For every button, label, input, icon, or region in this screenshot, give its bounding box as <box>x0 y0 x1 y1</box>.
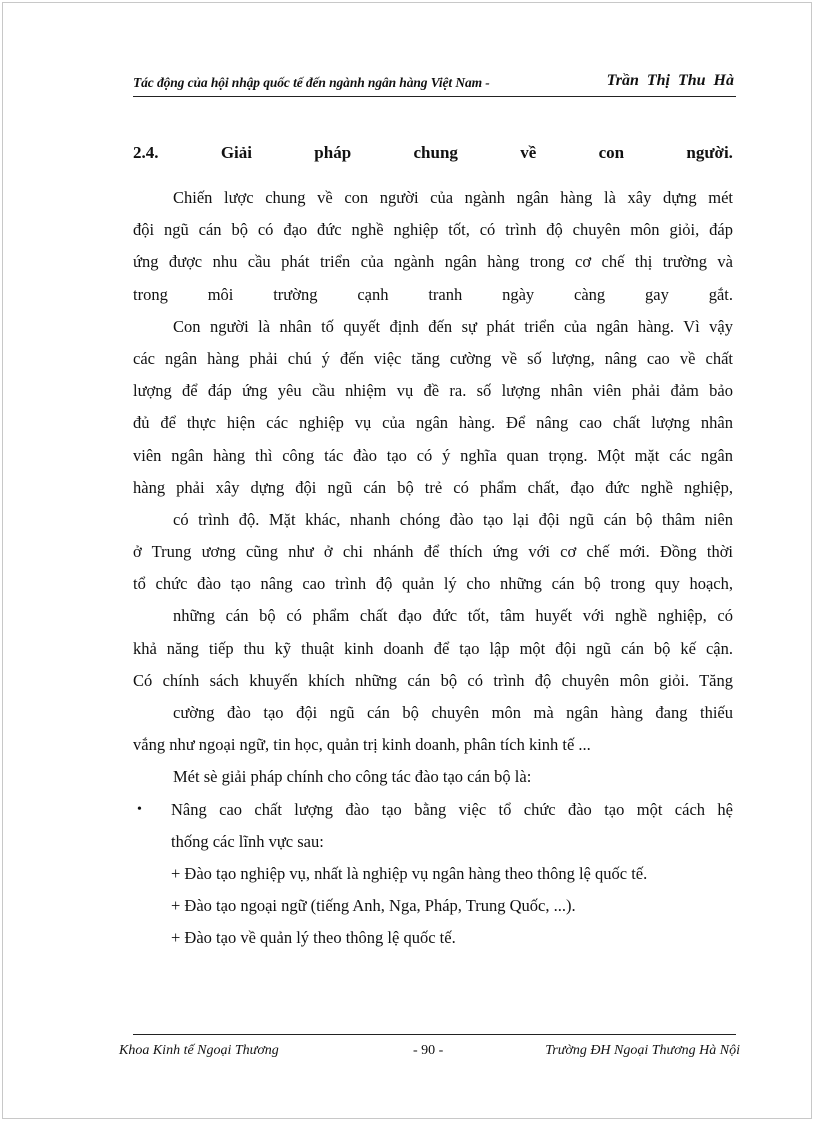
plus-item: + Đào tạo về quản lý theo thông lệ quốc tế. <box>171 928 456 948</box>
paragraph-line: lượng để đáp ứng yêu cầu nhiệm vụ đề ra. số lượng nhân viên phải đảm bảo <box>133 381 733 401</box>
section-heading <box>133 138 733 168</box>
heading-word: Giải <box>220 143 252 162</box>
paragraph-line: hàng phải xây dựng đội ngũ cán bộ trẻ có phẩm chất, đạo đức nghề nghiệp, <box>133 477 733 497</box>
paragraph-line: Chiến lược chung về con người của ngành ngân hàng là xây dựng mét <box>173 188 733 207</box>
paragraph-line: Mét sè giải pháp chính cho công tác đào tạo cán bộ là: <box>173 767 532 787</box>
plus-item: + Đào tạo nghiệp vụ, nhất là nghiệp vụ ngân hàng theo thông lệ quốc tế. <box>171 863 648 883</box>
heading-word: về <box>520 143 537 162</box>
paragraph-line: Có chính sách khuyến khích những cán bộ có trình độ chuyên môn giỏi. Tăng <box>133 670 733 690</box>
bullet-text: Nâng cao chất lượng đào tạo bằng việc tổ chức đào tạo một cách hệ <box>171 799 733 819</box>
paragraph-line: ở Trung ương cũng như ở chi nhánh để thích ứng với cơ chế mới. Đồng thời <box>133 542 733 562</box>
paragraph-line: vắng như ngoại ngữ, tin học, quản trị kinh doanh, phân tích kinh tế ... <box>133 735 591 755</box>
heading-word: con <box>598 143 625 162</box>
bullet-item <box>133 794 733 826</box>
plus-item: + Đào tạo ngoại ngữ (tiếng Anh, Nga, Pháp, Trung Quốc, ...). <box>171 896 576 916</box>
footer-university: Trường ĐH Ngoại Thương Hà Nội <box>545 1043 740 1058</box>
page-number: - 90 - <box>413 1043 444 1058</box>
paragraph-line: cường đào tạo đội ngũ cán bộ chuyên môn mà ngân hàng đang thiếu <box>173 703 733 722</box>
paragraph-line: Con người là nhân tố quyết định đến sự phát triển của ngân hàng. Vì vậy <box>173 316 733 336</box>
paragraph-line: đủ để thực hiện các nghiệp vụ của ngân hàng. Để nâng cao chất lượng nhân <box>133 413 733 433</box>
paragraph-line: viên ngân hàng thì công tác đào tạo có ý nghĩa quan trọng. Một mặt các ngân <box>133 445 733 465</box>
footer-faculty: Khoa Kinh tế Ngoại Thương <box>119 1043 279 1058</box>
heading-word: pháp <box>314 143 352 162</box>
paragraph-line: những cán bộ có phẩm chất đạo đức tốt, tâm huyết với nghề nghiệp, có <box>173 606 733 626</box>
page-body <box>133 138 733 955</box>
page-footer <box>119 1034 740 1065</box>
heading-word: người. <box>686 143 733 162</box>
paragraph-line: ứng được nhu cầu phát triển của ngành ngân hàng trong cơ chế thị trường và <box>133 252 733 272</box>
bullet-dot-icon: • <box>137 801 142 817</box>
page-header <box>133 72 736 97</box>
paragraph-line: có trình độ. Mặt khác, nhanh chóng đào tạo lại đội ngũ cán bộ thâm niên <box>173 509 733 529</box>
heading-word: chung <box>413 143 458 162</box>
paragraph-line: các ngân hàng phải chú ý đến việc tăng cường về số lượng, nâng cao về chất <box>133 348 733 368</box>
paragraph-line: tổ chức đào tạo nâng cao trình độ quản lý cho những cán bộ trong quy hoạch, <box>133 574 733 594</box>
paragraph-line: khả năng tiếp thu kỹ thuật kinh doanh để tạo lập một đội ngũ cán bộ kế cận. <box>133 638 733 658</box>
header-title: Tác động của hội nhập quốc tế đến ngành ngân hàng Việt Nam - <box>133 75 490 90</box>
paragraph-line: đội ngũ cán bộ có đạo đức nghề nghiệp tốt, có trình độ chuyên môn giỏi, đáp <box>133 220 733 240</box>
paragraph-line: trong môi trường cạnh tranh ngày càng gay gắt. <box>133 284 733 304</box>
bullet-continuation: thống các lĩnh vực sau: <box>171 831 324 851</box>
heading-number: 2.4. <box>133 143 159 162</box>
header-author: Trần Thị Thu Hà <box>606 72 734 89</box>
